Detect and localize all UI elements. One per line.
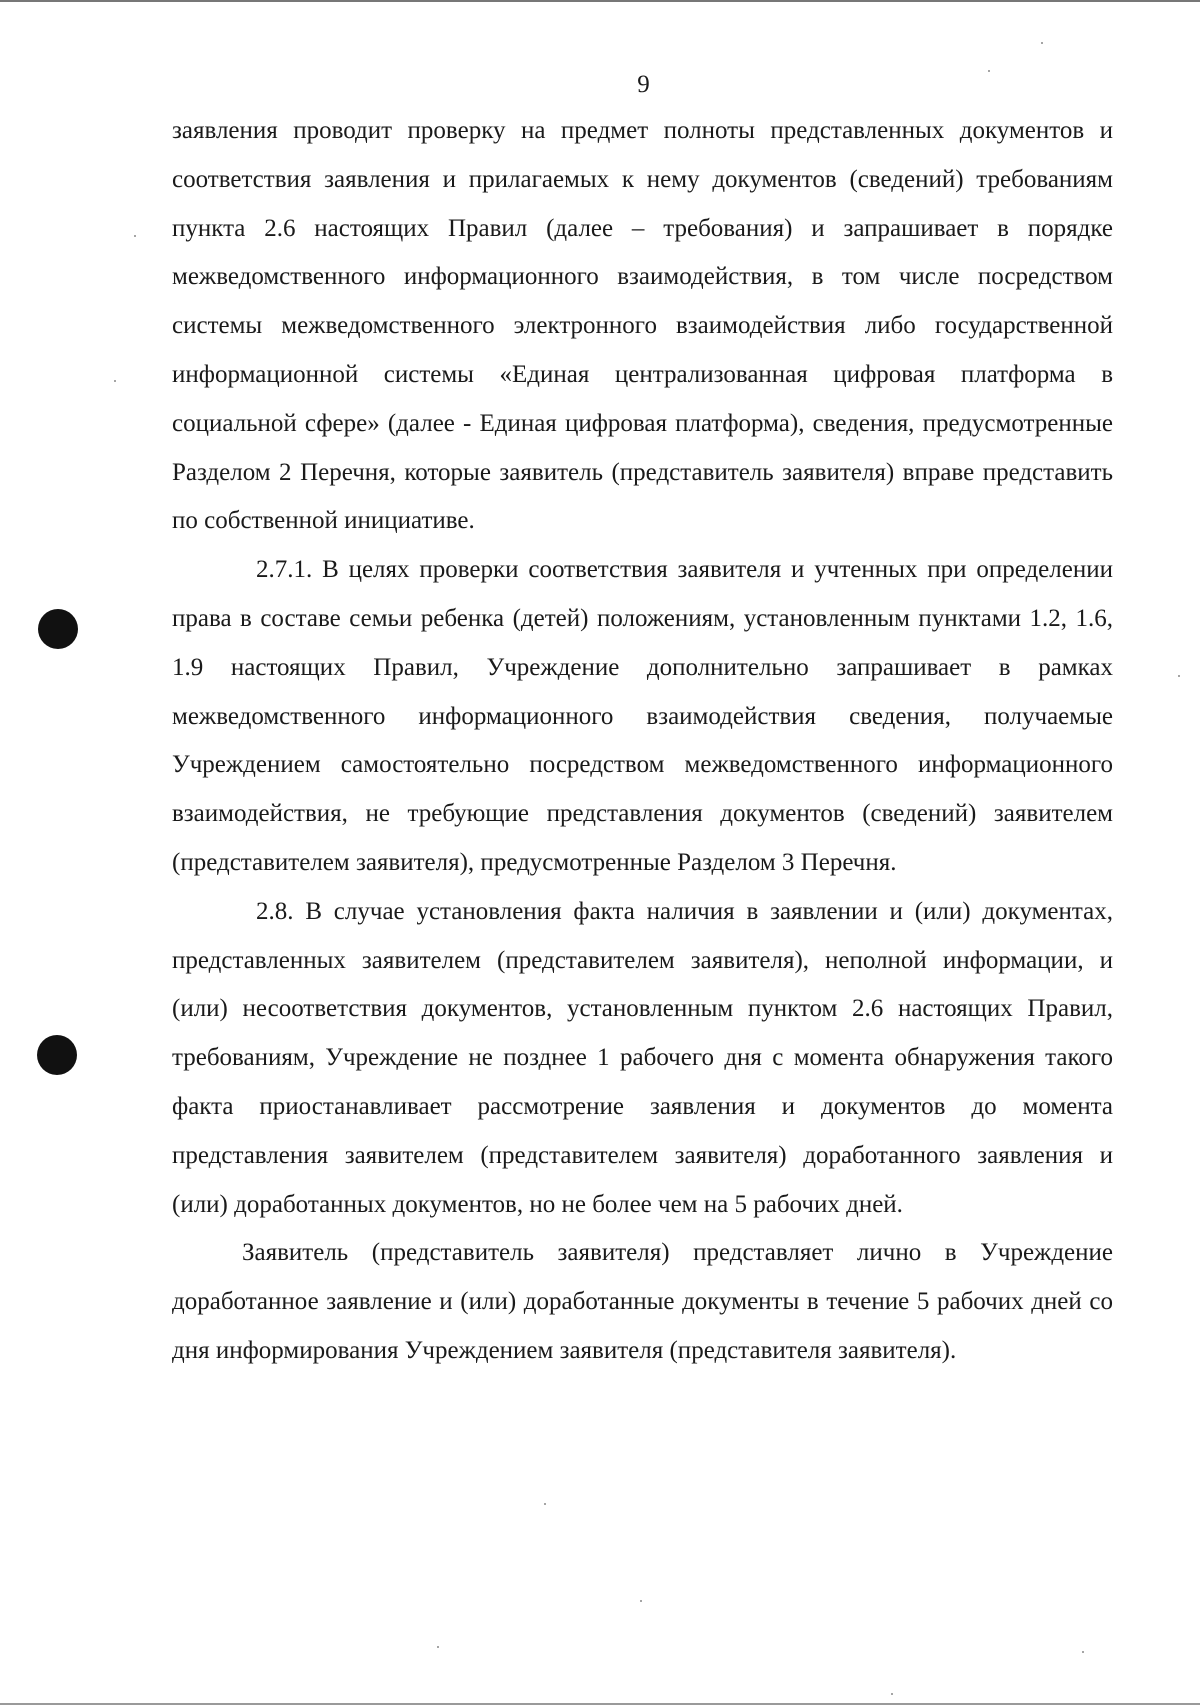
- document-body: [172, 107, 1113, 1376]
- scan-speck: [988, 70, 990, 72]
- scan-speck: [437, 1646, 439, 1648]
- scan-edge-bottom: [0, 1703, 1200, 1705]
- punch-hole-lower: [37, 1035, 77, 1075]
- paragraph-clause-2-8: 2.8. В случае установления факта наличия в заявлении и (или) документах, представленных заявителем (представителем заявителя), неполной информации, и (или) несоответствия документов, установленным пунктом 2.6 настоящих Правил, требованиям, Учреждение не позднее 1 рабочего дня с момента обнаружения такого факта приостанавливает рассмотрение заявления и документов до момента представления заявителем (представителем заявителя) доработанного заявления и (или) доработанных документов, но не более чем на 5 рабочих дней.: [172, 897, 1113, 1218]
- paragraph-clause-2-7-1: 2.7.1. В целях проверки соответствия заявителя и учтенных при определении права в составе семьи ребенка (детей) положениям, установленным пунктами 1.2, 1.6, 1.9 настоящих Правил, Учреждение дополнительно запрашивает в рамках межведомственного информационного взаимодействия сведения, получаемые Учреждением самостоятельно посредством межведомственного информационного взаимодействия, не требующие представления документов (сведений) заявителем (представителем заявителя), предусмотренные Разделом 3 Перечня.: [172, 556, 1113, 876]
- scan-speck: [640, 1600, 642, 1602]
- scan-edge-top: [0, 0, 1200, 2]
- scan-speck: [114, 380, 116, 382]
- page-number: 9: [637, 71, 650, 98]
- paragraph-applicant-submission: Заявитель (представитель заявителя) представляет лично в Учреждение доработанное заявление и (или) доработанные документы в течение 5 рабочих дней со дня информирования Учреждением заявителя (представителя заявителя).: [172, 1239, 1113, 1364]
- scan-speck: [544, 1503, 546, 1505]
- punch-hole-upper: [38, 609, 78, 649]
- scan-speck: [1178, 675, 1180, 677]
- scan-speck: [134, 235, 136, 237]
- paragraph-continuation: заявления проводит проверку на предмет полноты представленных документов и соответствия заявления и прилагаемых к нему документов (сведений) требованиям пункта 2.6 настоящих Правил (далее – требования) и запрашивает в порядке межведомственного информационного взаимодействия, в том числе посредством системы межведомственного электронного взаимодействия либо государственной информационной системы «Единая централизованная цифровая платформа в социальной сфере» (далее - Единая цифровая платформа), сведения, предусмотренные Разделом 2 Перечня, которые заявитель (представитель заявителя) вправе представить по собственной инициативе.: [172, 117, 1113, 535]
- scan-speck: [1082, 1651, 1084, 1653]
- scan-speck: [891, 1693, 893, 1695]
- scan-speck: [1041, 42, 1043, 44]
